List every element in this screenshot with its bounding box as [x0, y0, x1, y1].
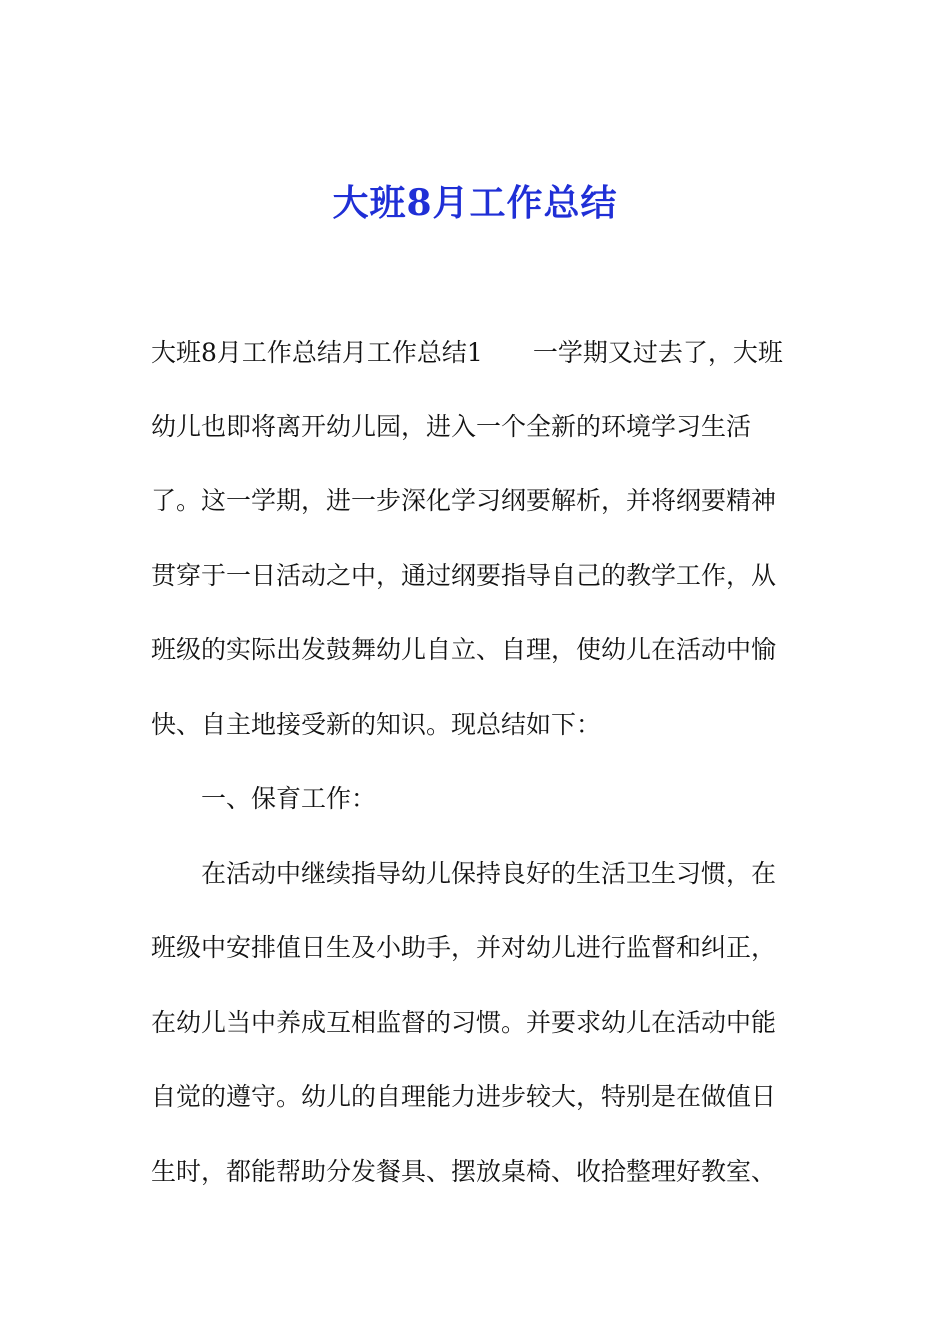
- paragraph-line: 班级中安排值日生及小助手，并对幼儿进行监督和纠正，: [151, 933, 777, 962]
- section-heading: 一、保育工作：: [201, 784, 377, 813]
- paragraph-line: 贯穿于一日活动之中，通过纲要指导自己的教学工作，从: [151, 561, 777, 590]
- paragraph-line: 自觉的遵守。幼儿的自理能力进步较大，特别是在做值日: [151, 1082, 777, 1111]
- paragraph-text: 一学期又过去了，大班: [532, 338, 783, 367]
- paragraph-line: 快、自主地接受新的知识。现总结如下：: [151, 710, 602, 739]
- paragraph-line: 了。这一学期，进一步深化学习纲要解析，并将纲要精神: [151, 486, 777, 515]
- document-title: 大班8月工作总结: [332, 182, 618, 224]
- paragraph-line: [151, 336, 783, 370]
- paragraph-line: 幼儿也即将离开幼儿园，进入一个全新的环境学习生活: [151, 412, 752, 441]
- paragraph-line: 在活动中继续指导幼儿保持良好的生活卫生习惯，在: [201, 859, 777, 888]
- paragraph-line: 生时，都能帮助分发餐具、摆放桌椅、收拾整理好教室、: [151, 1157, 777, 1186]
- paragraph-line: 班级的实际出发鼓舞幼儿自立、自理，使幼儿在活动中愉: [151, 635, 777, 664]
- inline-heading: 大班8月工作总结月工作总结1: [151, 338, 483, 367]
- paragraph-line: 在幼儿当中养成互相监督的习惯。并要求幼儿在活动中能: [151, 1008, 777, 1037]
